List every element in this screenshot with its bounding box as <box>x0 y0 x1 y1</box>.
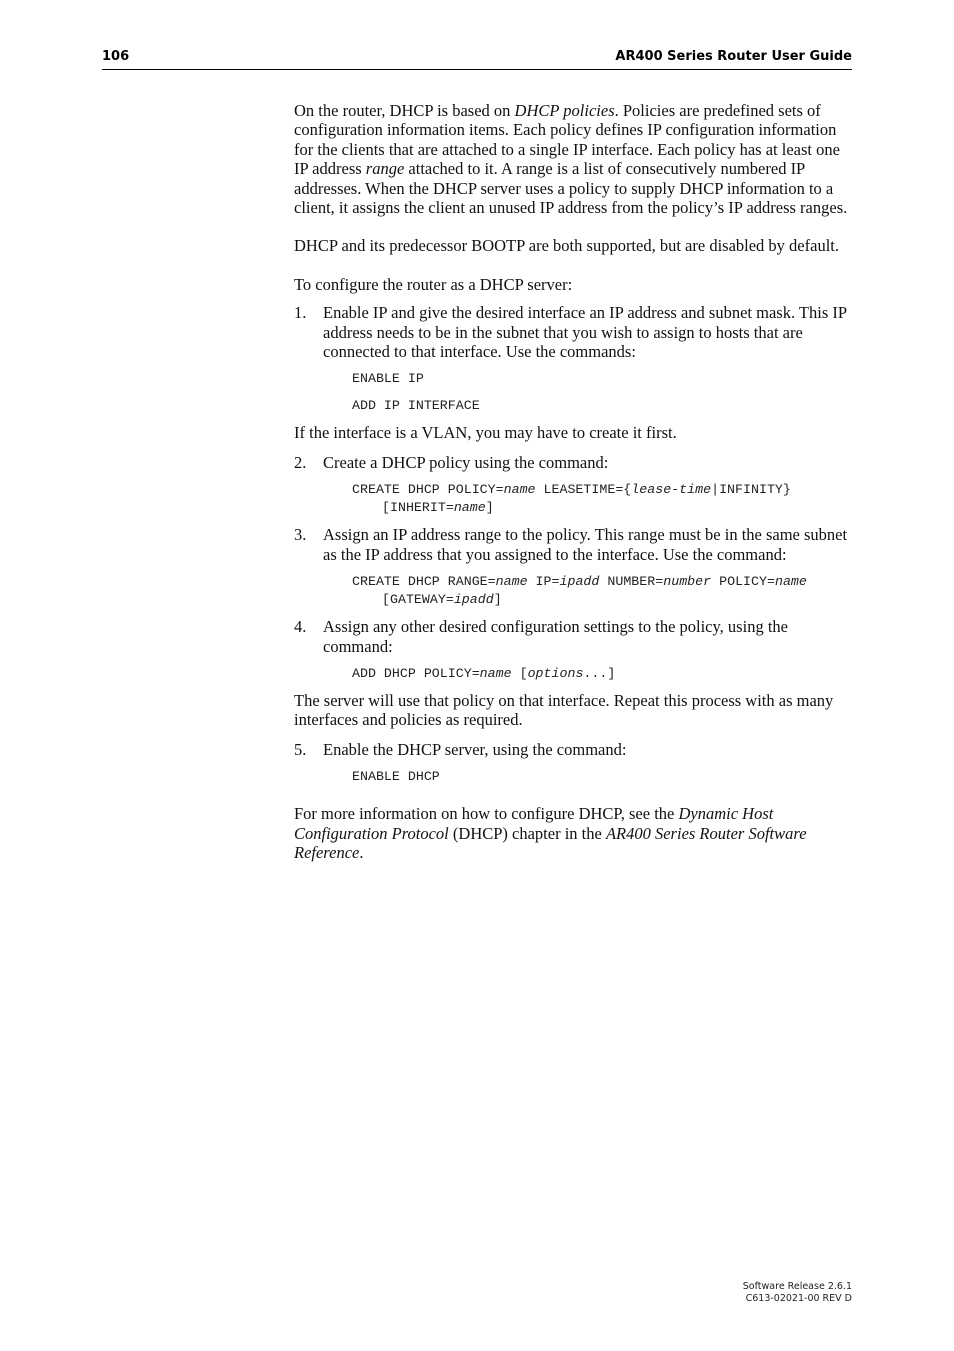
step-5 <box>294 740 854 759</box>
code-run: CREATE DHCP POLICY= <box>352 482 504 498</box>
step-number: 4. <box>294 617 307 637</box>
text-run: On the router, DHCP is based on <box>294 101 515 120</box>
page-header <box>102 49 852 70</box>
code-run: CREATE DHCP RANGE= <box>352 574 496 590</box>
code-run: [ <box>511 665 528 681</box>
command-add-ip-interface: ADD IP INTERFACE <box>352 398 480 414</box>
steps-intro: To configure the router as a DHCP server: <box>294 274 573 294</box>
emphasis: DHCP policies <box>514 101 615 120</box>
support-paragraph: DHCP and its predecessor BOOTP are both supported, but are disabled by default. <box>294 236 839 256</box>
software-release: Software Release 2.6.1 <box>742 1281 852 1292</box>
body-text <box>294 101 854 862</box>
step-3 <box>294 525 854 564</box>
step-4 <box>294 617 854 656</box>
page-number: 106 <box>102 49 130 64</box>
code-run: POLICY= <box>711 574 775 590</box>
step-1 <box>294 303 854 361</box>
code-param: lease-time <box>631 482 712 498</box>
command-enable-dhcp: ENABLE DHCP <box>352 769 440 785</box>
running-title: AR400 Series Router User Guide <box>615 49 852 64</box>
step-number: 3. <box>294 525 307 545</box>
code-param: name <box>503 482 536 498</box>
code-param: options <box>527 665 584 681</box>
code-run: NUMBER= <box>599 574 664 590</box>
step-number: 2. <box>294 452 307 472</box>
code-param: name <box>495 574 528 590</box>
step-number: 5. <box>294 739 307 759</box>
code-run: ] <box>493 592 502 608</box>
code-run: ADD DHCP POLICY= <box>352 665 480 681</box>
step-text: Assign an IP address range to the policy. This range must be in the same subnet as the IP address that you assigned to the interface. Use the command: <box>323 525 848 564</box>
emphasis: range <box>365 159 405 179</box>
code-run: ...] <box>583 665 616 681</box>
emphasis: AR400 Series Router Software Reference <box>294 823 807 862</box>
code-param: name <box>774 574 807 590</box>
command-create-dhcp-policy <box>352 481 854 517</box>
code-param: ipadd <box>453 592 494 608</box>
step-2 <box>294 453 854 472</box>
code-run: IP= <box>527 574 560 590</box>
code-param: ipadd <box>559 574 600 590</box>
step-text: Create a DHCP policy using the command: <box>323 452 609 472</box>
step-number: 1. <box>294 303 307 323</box>
code-param: name <box>479 665 512 681</box>
text-run: (DHCP) chapter in the <box>448 823 606 843</box>
code-run: |INFINITY} [INHERIT= <box>382 482 791 516</box>
text-run: . <box>359 842 364 862</box>
closing-paragraph <box>294 804 854 862</box>
step-note: The server will use that policy on that interface. Repeat this process with as many interfaces and policies as required. <box>294 690 834 730</box>
command-enable-ip: ENABLE IP <box>352 371 424 387</box>
step-note: If the interface is a VLAN, you may have to create it first. <box>294 423 677 443</box>
text-run: For more information on how to configure DHCP, see the <box>294 804 679 824</box>
code-param: number <box>663 574 712 590</box>
command-create-dhcp-range <box>352 573 854 609</box>
intro-paragraph <box>294 101 854 217</box>
code-run: [GATEWAY= <box>382 592 454 608</box>
step-text: Assign any other desired configuration settings to the policy, using the command: <box>323 617 788 656</box>
command-add-dhcp-policy <box>352 665 854 683</box>
text-run: attached to it. A range is a list of consecutively numbered IP addresses. When the DHCP server uses a policy to supply DHCP information to a client, it assigns the client an unused IP address from the policy’s IP address ranges. <box>294 159 848 218</box>
step-text: Enable IP and give the desired interface an IP address and subnet mask. This IP address needs to be in the subnet that you wish to assign to hosts that are connected to that interface. Use the commands: <box>323 303 847 362</box>
code-param: name <box>453 500 486 516</box>
code-run: ] <box>485 500 494 516</box>
step-text: Enable the DHCP server, using the command: <box>323 739 627 759</box>
code-run: LEASETIME={ <box>535 482 632 498</box>
page-footer <box>743 1281 852 1305</box>
emphasis: Dynamic Host Configuration Protocol <box>294 804 774 843</box>
text-run: . Policies are predefined sets of configuration information items. Each policy defines IP configuration information for the clients that are attached to a single IP interface. Each policy has at least one IP address <box>294 101 840 179</box>
document-code: C613-02021-00 REV D <box>745 1293 852 1304</box>
